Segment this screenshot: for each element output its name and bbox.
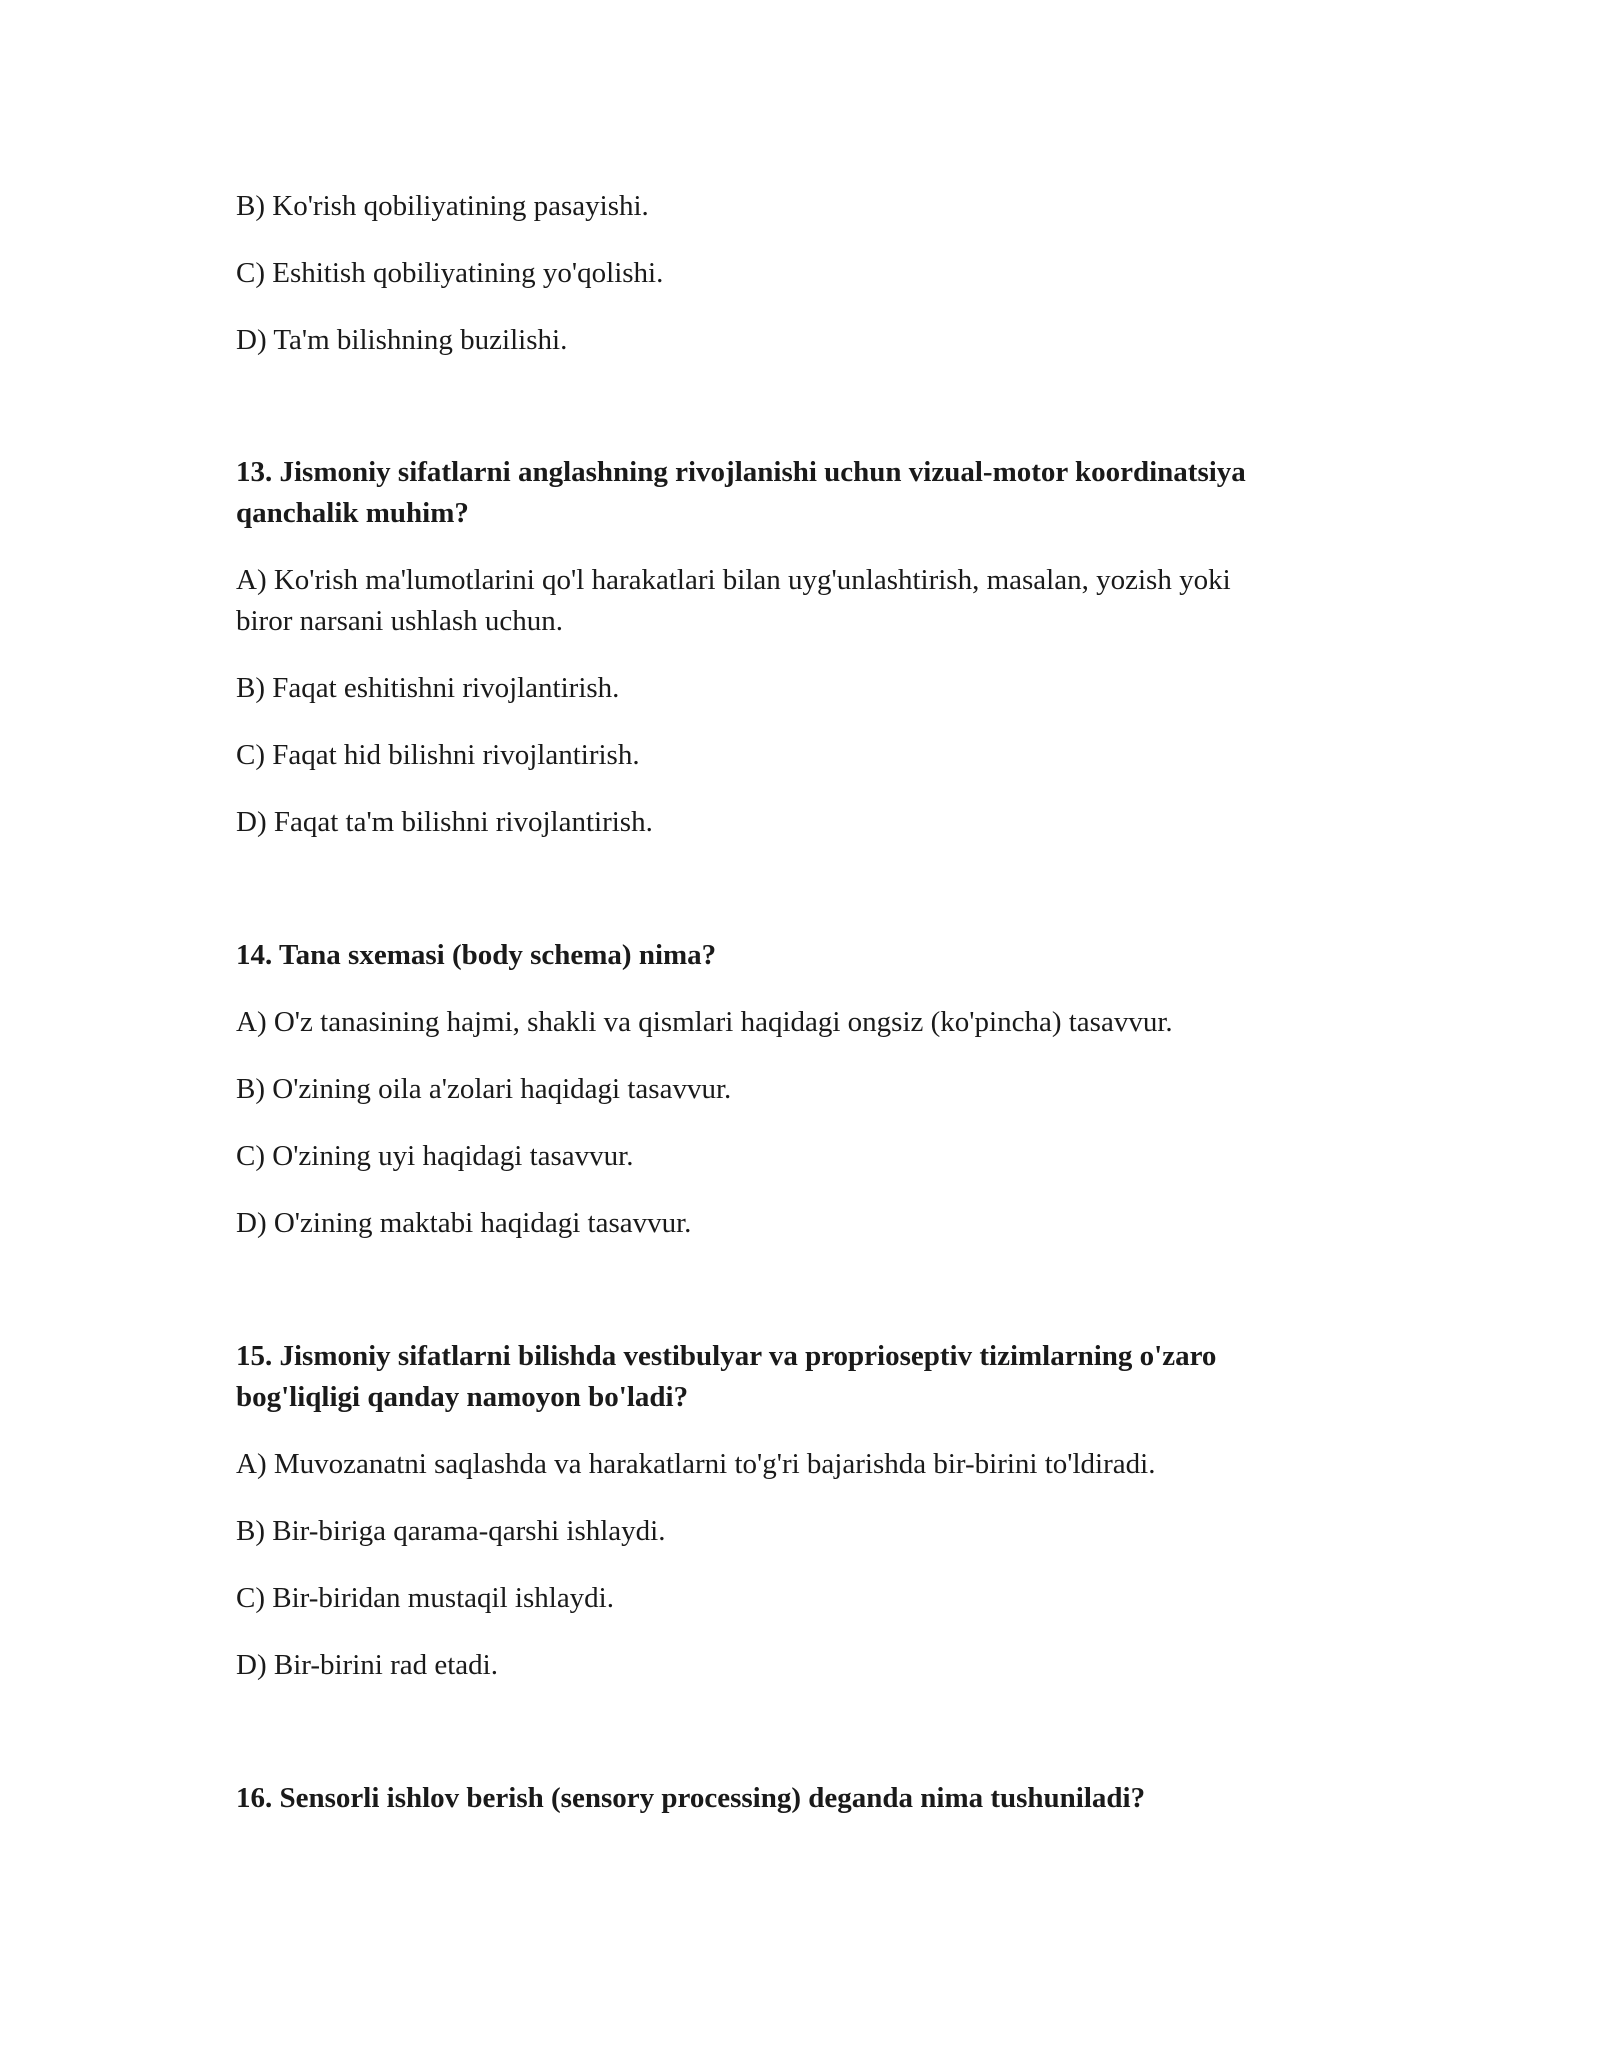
option-b-q12: B) Ko'rish qobiliyatining pasayishi. bbox=[236, 190, 649, 222]
option-c-q13: C) Faqat hid bilishni rivojlantirish. bbox=[236, 739, 640, 771]
option-c-q14: C) O'zining uyi haqidagi tasavvur. bbox=[236, 1140, 634, 1172]
option-d-q14: D) O'zining maktabi haqidagi tasavvur. bbox=[236, 1207, 692, 1239]
option-c-q12: C) Eshitish qobiliyatining yo'qolishi. bbox=[236, 257, 664, 289]
question-13-title-line-1: 13. Jismoniy sifatlarni anglashning rivojlanishi uchun vizual-motor koordinatsiya bbox=[236, 456, 1246, 488]
option-b-q15: B) Bir-biriga qarama-qarshi ishlaydi. bbox=[236, 1515, 666, 1547]
question-15-title-line-1: 15. Jismoniy sifatlarni bilishda vestibulyar va proprioseptiv tizimlarning o'zaro bbox=[236, 1340, 1217, 1372]
question-14-title: 14. Tana sxemasi (body schema) nima? bbox=[236, 939, 717, 971]
option-a-q13-line-2: biror narsani ushlash uchun. bbox=[236, 605, 563, 637]
option-a-q13-line-1: A) Ko'rish ma'lumotlarini qo'l harakatlari bilan uyg'unlashtirish, masalan, yozish yoki bbox=[236, 564, 1231, 596]
option-d-q12: D) Ta'm bilishning buzilishi. bbox=[236, 324, 568, 356]
option-a-q14: A) O'z tanasining hajmi, shakli va qismlari haqidagi ongsiz (ko'pincha) tasavvur. bbox=[236, 1006, 1173, 1038]
question-15-title-line-2: bog'liqligi qanday namoyon bo'ladi? bbox=[236, 1381, 689, 1413]
option-a-q15: A) Muvozanatni saqlashda va harakatlarni to'g'ri bajarishda bir-birini to'ldiradi. bbox=[236, 1448, 1156, 1480]
option-c-q15: C) Bir-biridan mustaqil ishlaydi. bbox=[236, 1582, 614, 1614]
option-d-q15: D) Bir-birini rad etadi. bbox=[236, 1649, 498, 1681]
option-d-q13: D) Faqat ta'm bilishni rivojlantirish. bbox=[236, 806, 653, 838]
question-13-title-line-2: qanchalik muhim? bbox=[236, 497, 469, 529]
option-b-q13: B) Faqat eshitishni rivojlantirish. bbox=[236, 672, 620, 704]
option-b-q14: B) O'zining oila a'zolari haqidagi tasavvur. bbox=[236, 1073, 732, 1105]
question-16-title: 16. Sensorli ishlov berish (sensory processing) deganda nima tushuniladi? bbox=[236, 1782, 1146, 1814]
